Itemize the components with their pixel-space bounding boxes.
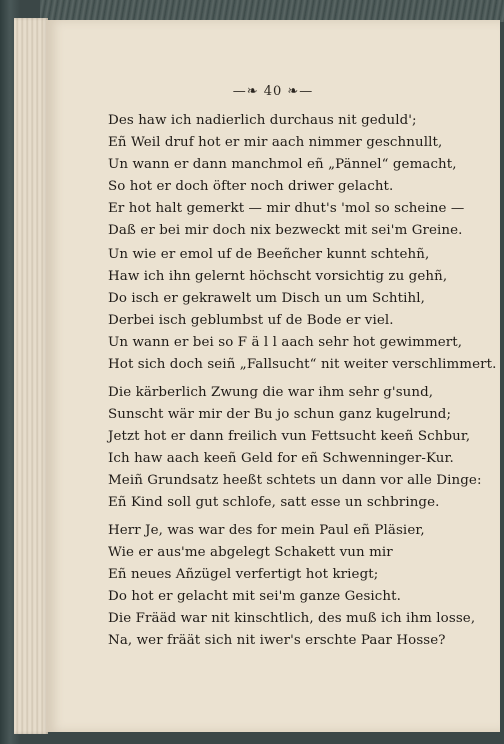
verse-line: Eñ Weil druf hot er mir aach nimmer geschnullt, bbox=[108, 135, 443, 150]
verse-line: Sunscht wär mir der Bu jo schun ganz kugelrund; bbox=[108, 407, 452, 422]
verse-line: Jetzt hot er dann freilich vun Fettsucht keeñ Schbur, bbox=[108, 429, 471, 444]
verse-line: Wie er aus'me abgelegt Schakett vun mir bbox=[108, 545, 393, 560]
verse-line: Er hot halt gemerkt — mir dhut's 'mol so scheine — bbox=[108, 201, 465, 216]
verse-line: Herr Je, was war des for mein Paul eñ Pläsier, bbox=[108, 523, 425, 538]
book-page bbox=[46, 20, 500, 732]
stanza-4 bbox=[108, 520, 476, 652]
verse-line: Derbei isch geblumbst uf de Bode er viel. bbox=[108, 313, 394, 328]
verse-line: Un wie er emol uf de Beeñcher kunnt schtehñ, bbox=[108, 247, 430, 262]
verse-line: Meiñ Grundsatz heeßt schtets un dann vor alle Dinge: bbox=[108, 473, 482, 488]
verse-line: Un wann er bei so F ä l l aach sehr hot gewimmert, bbox=[108, 335, 463, 350]
verse-line: Daß er bei mir doch nix bezweckt mit sei'm Greine. bbox=[108, 223, 463, 238]
verse-line: Ich haw aach keeñ Geld for eñ Schwenninger-Kur. bbox=[108, 451, 454, 466]
verse-line: Die kärberlich Zwung die war ihm sehr g'sund, bbox=[108, 385, 434, 400]
book-cover-edge bbox=[40, 0, 504, 22]
verse-line: Do hot er gelacht mit sei'm ganze Gesicht. bbox=[108, 589, 401, 604]
verse-line: Eñ Kind soll gut schlofe, satt esse un schbringe. bbox=[108, 495, 440, 510]
verse-line: Eñ neues Añzügel verfertigt hot kriegt; bbox=[108, 567, 379, 582]
stanza-2 bbox=[108, 244, 497, 376]
verse-line: Na, wer fräät sich nit iwer's erschte Paar Hosse? bbox=[108, 633, 446, 648]
stanza-1 bbox=[108, 110, 468, 242]
verse-line: Do isch er gekrawelt um Disch un um Schtihl, bbox=[108, 291, 425, 306]
verse-line: Hot sich doch seiñ „Fallsucht“ nit weiter verschlimmert. bbox=[108, 357, 497, 372]
stanza-3 bbox=[108, 382, 482, 514]
verse-line: Un wann er dann manchmol eñ „Pännel“ gemacht, bbox=[108, 157, 457, 172]
page-edges bbox=[14, 18, 48, 734]
verse-line: Des haw ich nadierlich durchaus nit geduld'; bbox=[108, 113, 417, 128]
verse-line: So hot er doch öfter noch driwer gelacht. bbox=[108, 179, 394, 194]
page-number: —❧ 40 ❧— bbox=[232, 84, 314, 99]
verse-line: Die Frääd war nit kinschtlich, des muß ich ihm losse, bbox=[108, 611, 476, 626]
verse-line: Haw ich ihn gelernt höchscht vorsichtig zu gehñ, bbox=[108, 269, 448, 284]
